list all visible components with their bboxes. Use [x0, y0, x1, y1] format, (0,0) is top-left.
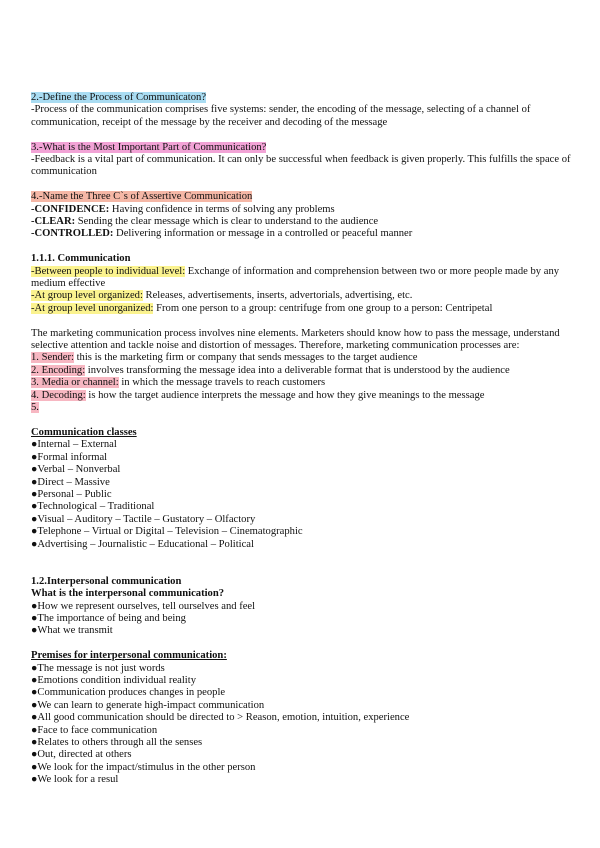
marketing-paragraph: The marketing communication process involves nine elements. Marketers should know how to pass the message, understand selective attention and tackle noise and distortion of messages. Therefore, marketing communication processes are:: [31, 327, 560, 352]
q3-body: -Feedback is a vital part of communication. It can only be successful when feedback is given properly. This fulfills the space of communication: [31, 154, 571, 178]
list-item: ●Formal informal: [31, 451, 108, 463]
list-item: ●We look for the impact/stimulus in the other person: [31, 761, 256, 773]
list-item: ●All good communication should be directed to > Reason, emotion, intuition, experience: [31, 712, 410, 724]
section-1-2-title: 1.2.Interpersonal communication: [31, 575, 182, 587]
element-item: 5.: [31, 402, 39, 414]
element-item: 3. Media or channel: in which the message travels to reach customers: [31, 377, 326, 389]
list-item: ●Personal – Public: [31, 488, 112, 500]
list-item: ●How we represent ourselves, tell ourselves and feel: [31, 600, 256, 612]
list-item: ●The message is not just words: [31, 662, 165, 674]
q4-item: -CONFIDENCE: Having confidence in terms of solving any problems: [31, 203, 335, 215]
list-item: ●Verbal – Nonverbal: [31, 464, 121, 476]
q2-title: 2.-Define the Process of Communicaton?: [31, 92, 207, 103]
section-1-1-1-title: 1.1.1. Communication: [31, 253, 131, 265]
premises-title: Premises for interpersonal communication:: [31, 650, 227, 662]
q4-title: 4.-Name the Three C`s of Assertive Communication: [31, 191, 253, 203]
q2-heading: [31, 92, 576, 104]
classes-title: Communication classes: [31, 426, 137, 438]
level-item: -Between people to individual level: Exchange of information and comprehension between two or more people made by any medium effective: [31, 265, 560, 290]
list-item: ●Technological – Traditional: [31, 501, 155, 513]
element-item: 2. Encoding: involves transforming the message idea into a deliverable format that is understood by the audience: [31, 364, 510, 376]
q4-item: -CONTROLLED: Delivering information or message in a controlled or peaceful manner: [31, 228, 413, 240]
list-item: ●Advertising – Journalistic – Educational – Political: [31, 538, 254, 550]
q3-title: 3.-What is the Most Important Part of Communication?: [31, 141, 267, 153]
list-item: ●Relates to others through all the senses: [31, 737, 203, 748]
list-item: ●Direct – Massive: [31, 476, 110, 488]
list-item: ●The importance of being and being: [31, 612, 186, 624]
document-page: [31, 92, 576, 787]
list-item: ●Internal – External: [31, 439, 117, 451]
list-item: ●Telephone – Virtual or Digital – Television – Cinematographic: [31, 526, 303, 538]
list-item: ●Emotions condition individual reality: [31, 674, 196, 686]
list-item: ●We can learn to generate high-impact communication: [31, 699, 265, 711]
list-item: ●Visual – Auditory – Tactile – Gustatory – Olfactory: [31, 513, 256, 525]
list-item: ●We look for a resul: [31, 774, 119, 786]
element-item: 4. Decoding: is how the target audience interprets the message and how they give meanings to the message: [31, 389, 485, 401]
level-item: -At group level unorganized: From one person to a group: centrifuge from one group to a person: Centripetal: [31, 302, 493, 314]
list-item: ●Communication produces changes in people: [31, 687, 226, 699]
section-1-2-question: What is the interpersonal communication?: [31, 588, 225, 600]
q2-body: -Process of the communication comprises five systems: sender, the encoding of the message, selecting of a channel of communication, receipt of the message by the receiver and decoding of the message: [31, 104, 531, 128]
list-item: ●What we transmit: [31, 625, 113, 637]
q4-item: -CLEAR: Sending the clear message which is clear to understand to the audience: [31, 216, 379, 228]
q3-heading: [31, 142, 576, 154]
level-item: -At group level organized: Releases, advertisements, inserts, advertorials, advertising, etc.: [31, 290, 413, 302]
q4-heading: [31, 191, 576, 203]
list-item: ●Face to face communication: [31, 724, 158, 736]
element-item: 1. Sender: this is the marketing firm or company that sends messages to the target audience: [31, 352, 418, 364]
list-item: ●Out, directed at others: [31, 749, 132, 761]
